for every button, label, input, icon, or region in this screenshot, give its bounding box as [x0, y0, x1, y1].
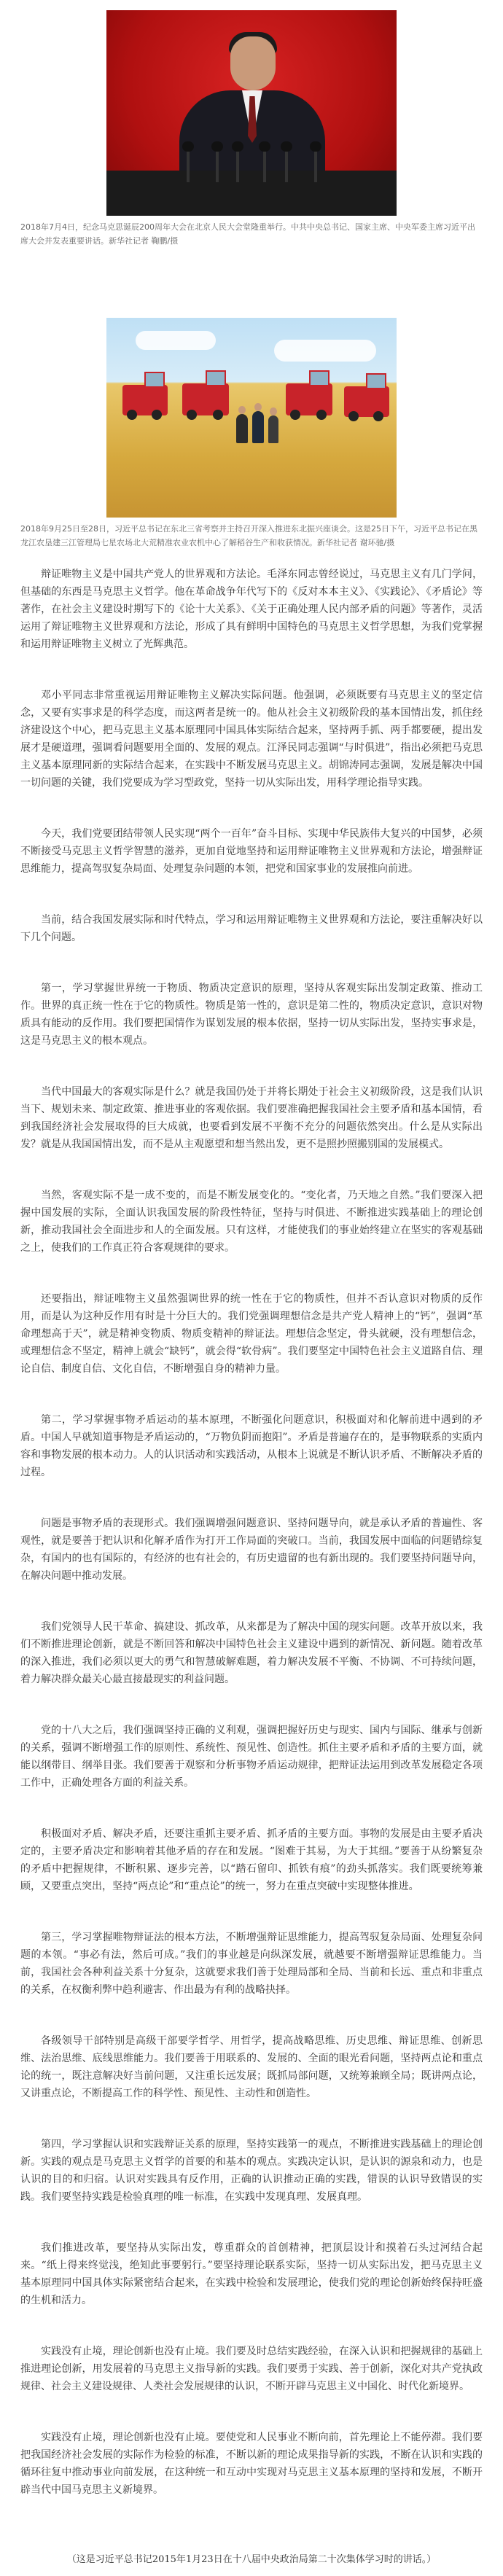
paragraph: 当代中国最大的客观实际是什么？就是我国仍处于并将长期处于社会主义初级阶段，这是我们认识当下、规划未来、制定政策、推进事业的客观依据。我们要准确把握我国社会主要矛盾和基本国情，看到我国经济社会发展取得的巨大成就，也要看到发展不平衡不充分的问题依然突出。什么是从实际出发？就是从我国国情出发，而不是从主观愿望和想当然出发，更不是照抄照搬别国的发展模式。 — [20, 1086, 483, 1150]
paragraph: 实践没有止境，理论创新也没有止境。我们要及时总结实践经验，在深入认识和把握规律的基础上推进理论创新，用发展着的马克思主义指导新的实践。我们要勇于实践、善于创新，深化对共产党执政规律、社会主义建设规律、人类社会发展规律的认识，不断开辟马克思主义中国化、时代化新境界。 — [20, 2346, 483, 2392]
paragraph: 积极面对矛盾、解决矛盾，还要注重抓主要矛盾、抓矛盾的主要方面。事物的发展是由主要矛盾决定的，主要矛盾决定和影响着其他矛盾的存在和发展。“图难于其易，为大于其细。”要善于从纷繁复杂的矛盾中把握规律，不断积累、逐步完善，以“踏石留印、抓铁有痕”的劲头抓落实。我们既要统筹兼顾，又要重点突出，坚持“两点论”和“重点论”的统一，努力在重点突破中实现整体推进。 — [20, 1828, 483, 1892]
paragraph: 还要指出，辩证唯物主义虽然强调世界的统一性在于它的物质性，但并不否认意识对物质的反作用，而是认为这种反作用有时是十分巨大的。我们党强调理想信念是共产党人精神上的“钙”，强调“革命理想高于天”，就是精神变物质、物质变精神的辩证法。理想信念坚定，骨头就硬，没有理想信念，或理想信念不坚定，精神上就会“缺钙”，就会得“软骨病”。我们要坚定中国特色社会主义道路自信、理论自信、制度自信、文化自信，不断增强自身的精神力量。 — [20, 1293, 483, 1375]
paragraph: 邓小平同志非常重视运用辩证唯物主义解决实际问题。他强调，必须既要有马克思主义的坚定信念，又要有实事求是的科学态度，而这两者是统一的。他从社会主义初级阶段的基本国情出发，抓住经济建设这个中心，把马克思主义基本原理同中国具体实际结合起来，坚持两手抓、两手都要硬，提出发展才是硬道理，强调看问题要用全面的、发展的观点。江泽民同志强调“与时俱进”，指出必须把马克思主义基本原理同新的实际结合起来，在实践中不断发展马克思主义。胡锦涛同志强调，发展是解决中国一切问题的关键，我们党要成为学习型政党，坚持一切从实际出发，用科学理论指导实践。 — [20, 690, 483, 789]
paragraph: 第二，学习掌握事物矛盾运动的基本原理，不断强化问题意识，积极面对和化解前进中遇到的矛盾。中国人早就知道事物是矛盾运动的，“万物负阴而抱阳”。矛盾是普遍存在的，是事物联系的实质内容和事物发展的根本动力。人的认识活动和实践活动，从根本上说就是不断认识矛盾、不断解决矛盾的过程。 — [20, 1414, 483, 1478]
paragraph: 各级领导干部特别是高级干部要学哲学、用哲学，提高战略思维、历史思维、辩证思维、创新思维、法治思维、底线思维能力。我们要善于用联系的、发展的、全面的眼光看问题，坚持两点论和重点论的统一，既注意解决好当前问题，又注重长远发展；既抓局部问题，又统筹兼顾全局；既讲两点论，又讲重点论，不断提高工作的科学性、预见性、主动性和创造性。 — [20, 2035, 483, 2099]
photo-rice-field — [106, 318, 397, 518]
photo-speech — [106, 10, 397, 216]
paragraph: 我们党领导人民干革命、搞建设、抓改革，从来都是为了解决中国的现实问题。改革开放以来，我们不断推进理论创新，就是不断回答和解决中国特色社会主义建设中遇到的新情况、新问题。随着改革的深入推进，我们必须以更大的勇气和智慧破解难题，着力解决发展不平衡、不协调、不可持续问题，着力解决群众最关心最直接最现实的利益问题。 — [20, 1621, 483, 1685]
paragraph: 我们推进改革，要坚持从实际出发，尊重群众的首创精神，把顶层设计和摸着石头过河结合起来。“纸上得来终觉浅，绝知此事要躬行。”要坚持理论联系实际，坚持一切从实际出发，把马克思主义基本原理同中国具体实际紧密结合起来，在实践中检验和发展理论，使我们党的理论创新始终保持旺盛的生机和活力。 — [20, 2242, 483, 2306]
photo-caption-1: 2018年7月4日，纪念马克思诞辰200周年大会在北京人民大会堂隆重举行。中共中央总书记、国家主席、中央军委主席习近平出席大会并发表重要讲话。新华社记者 鞠鹏/摄 — [20, 222, 475, 246]
paragraph: 今天，我们党要团结带领人民实现“两个一百年”奋斗目标、实现中华民族伟大复兴的中国梦，必须不断接受马克思主义哲学智慧的滋养，更加自觉地坚持和运用辩证唯物主义世界观和方法论，增强辩证思维能力，提高驾驭复杂局面、处理复杂问题的本领，把党和国家事业的发展推向前进。 — [20, 828, 483, 875]
photo-caption-2: 2018年9月25日至28日，习近平总书记在东北三省考察并主持召开深入推进东北振兴座谈会。这是25日下午，习近平总书记在黑龙江农垦建三江管理局七星农场北大荒精准农业农机中心了解稻谷生产和收获情况。新华社记者 谢环驰/摄 — [20, 524, 477, 547]
paragraph: 党的十八大之后，我们强调坚持正确的义利观，强调把握好历史与现实、国内与国际、继承与创新的关系，强调不断增强工作的原则性、系统性、预见性、创造性。抓住主要矛盾和矛盾的主要方面，就能以纲带目、纲举目张。我们要善于观察和分析事物矛盾运动规律，把辩证法运用到改革发展稳定各项工作中，正确处理各方面的利益关系。 — [20, 1725, 483, 1789]
paragraph: 辩证唯物主义是中国共产党人的世界观和方法论。毛泽东同志曾经说过，马克思主义有几门学问，但基础的东西是马克思主义哲学。他在革命战争年代写下的《反对本本主义》、《实践论》、《矛盾论》等著作，在社会主义建设时期写下的《论十大关系》、《关于正确处理人民内部矛盾的问题》等著作，灵活运用了辩证唯物主义世界观和方法论，形成了具有鲜明中国特色的马克思主义哲学思想，为我们党掌握和运用辩证唯物主义树立了光辉典范。 — [20, 569, 483, 650]
paragraph: 实践没有止境，理论创新也没有止境。要使党和人民事业不断向前，首先理论上不能停滞。我们要把我国经济社会发展的实际作为检验的标准，不断以新的理论成果指导新的实践，不断在认识和实践的循环往复中推动事业向前发展，在这种统一和互动中实现对马克思主义基本原理的坚持和发展，不断开辟当代中国马克思主义新境界。 — [20, 2432, 483, 2496]
article-footnote: （这是习近平总书记2015年1月23日在十八届中央政治局第二十次集体学习时的讲话。） — [66, 2554, 437, 2565]
paragraph: 当前，结合我国发展实际和时代特点，学习和运用辩证唯物主义世界观和方法论，要注重解决好以下几个问题。 — [20, 914, 483, 943]
paragraph: 第四，学习掌握认识和实践辩证关系的原理，坚持实践第一的观点，不断推进实践基础上的理论创新。实践的观点是马克思主义哲学的首要的和基本的观点。实践决定认识，是认识的源泉和动力，也是认识的目的和归宿。认识对实践具有反作用，正确的认识推动正确的实践，错误的认识导致错误的实践。我们要坚持实践是检验真理的唯一标准，在实践中发现真理、发展真理。 — [20, 2139, 483, 2203]
paragraph: 问题是事物矛盾的表现形式。我们强调增强问题意识、坚持问题导向，就是承认矛盾的普遍性、客观性，就是要善于把认识和化解矛盾作为打开工作局面的突破口。当前，我国发展中面临的问题错综复杂，有国内的也有国际的，有经济的也有社会的，有历史遗留的也有新出现的。我们要坚持问题导向，在解决问题中推动发展。 — [20, 1518, 483, 1582]
article-body — [20, 566, 483, 2499]
paragraph: 当然，客观实际不是一成不变的，而是不断发展变化的。“变化者，乃天地之自然。”我们要深入把握中国发展的实际，全面认识我国发展的阶段性特征，坚持与时俱进、不断推进实践基础上的理论创新，推动我国社会全面进步和人的全面发展。只有这样，才能使我们的事业始终建立在坚实的客观基础之上，使我们的工作真正符合客观规律的要求。 — [20, 1190, 483, 1254]
paragraph: 第三，学习掌握唯物辩证法的根本方法，不断增强辩证思维能力，提高驾驭复杂局面、处理复杂问题的本领。“事必有法，然后可成。”我们的事业越是向纵深发展，就越要不断增强辩证思维能力。当前，我国社会各种利益关系十分复杂，这就要求我们善于处理局部和全局、当前和长远、重点和非重点的关系，在权衡利弊中趋利避害、作出最为有利的战略抉择。 — [20, 1932, 483, 1996]
paragraph: 第一，学习掌握世界统一于物质、物质决定意识的原理，坚持从客观实际出发制定政策、推动工作。世界的真正统一性在于它的物质性。物质是第一性的，意识是第二性的，物质决定意识，意识对物质具有能动的反作用。我们要把国情作为谋划发展的根本依据，坚持一切从实际出发，坚持实事求是，这是马克思主义的根本观点。 — [20, 983, 483, 1047]
